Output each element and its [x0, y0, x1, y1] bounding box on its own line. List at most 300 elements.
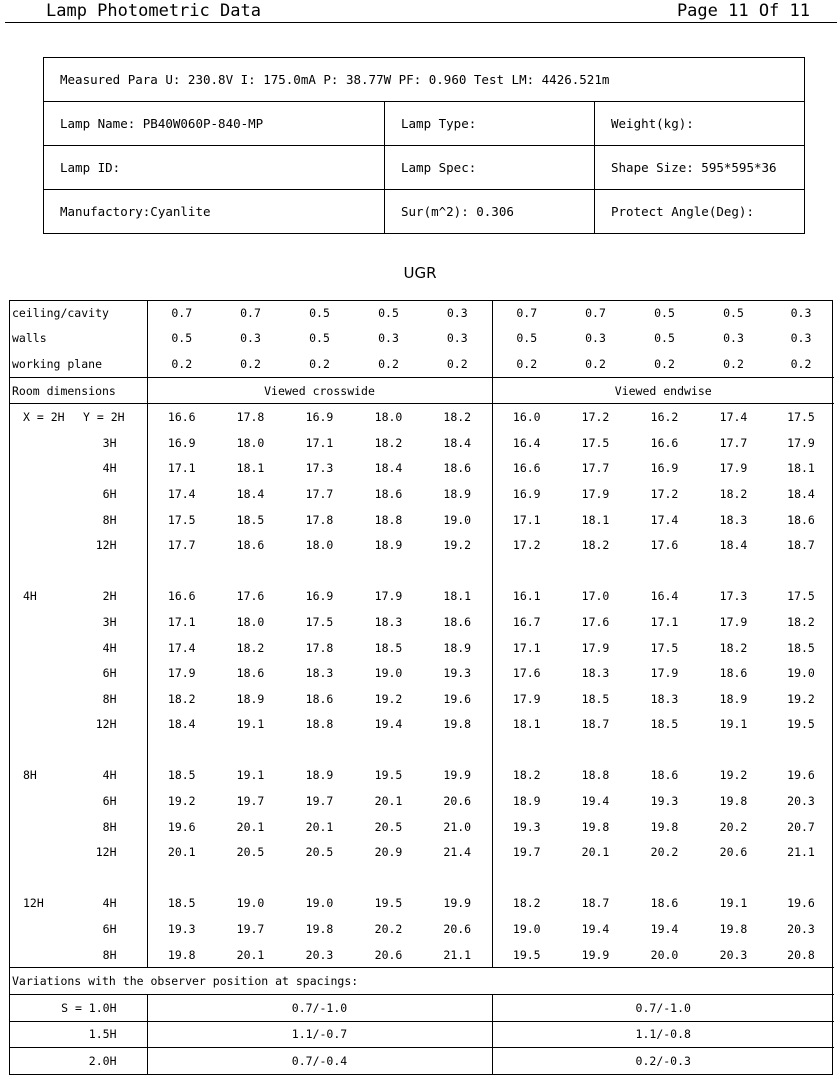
reflectance-value: 0.5 — [378, 305, 399, 320]
spacer-cell — [492, 865, 834, 891]
reflectance-value: 0.2 — [654, 356, 675, 371]
reflectance-value: 0.2 — [378, 356, 399, 371]
y-dimension: 4H — [83, 891, 147, 917]
ugr-value: 19.4 — [374, 717, 403, 732]
ugr-value: 17.9 — [719, 614, 748, 629]
spacer-cell — [9, 865, 147, 891]
ugr-value: 19.6 — [423, 686, 492, 712]
x-dimension: 4H — [23, 589, 37, 604]
ugr-value: 17.6 — [236, 589, 265, 604]
y-dimension: 6H — [83, 481, 147, 507]
reflectance-value: 0.2 — [585, 356, 606, 371]
ugr-value: 19.6 — [167, 819, 196, 834]
lamp-info-table — [43, 57, 805, 234]
reflectance-value: 0.3 — [423, 300, 492, 326]
protect-angle: Protect Angle(Deg): — [595, 190, 805, 234]
ugr-value: 17.3 — [719, 589, 748, 604]
ugr-value: 17.8 — [305, 512, 334, 527]
ugr-value: 17.9 — [374, 589, 403, 604]
reflectance-row — [9, 351, 834, 377]
x-dimension — [9, 609, 83, 635]
ugr-data-row — [9, 532, 834, 558]
lamp-name: Lamp Name: PB40W060P-840-MP — [44, 102, 385, 146]
ugr-value: 17.1 — [167, 461, 196, 476]
ugr-value: 18.4 — [374, 461, 403, 476]
ugr-value: 16.4 — [512, 435, 541, 450]
ugr-data-row — [9, 609, 834, 635]
ugr-value: 21.4 — [423, 839, 492, 865]
ugr-value: 18.3 — [374, 614, 403, 629]
y-dimension: 6H — [83, 660, 147, 686]
reflectance-value: 0.2 — [516, 356, 538, 371]
y-dimension: 2H — [83, 584, 147, 610]
reflectance-value: 0.2 — [240, 356, 261, 371]
ugr-value: 19.2 — [374, 691, 403, 706]
reflectance-value: 0.5 — [516, 331, 538, 346]
ugr-value: 17.6 — [650, 538, 679, 553]
ugr-value: 19.4 — [581, 794, 610, 809]
ugr-data-row — [9, 942, 834, 968]
ugr-value: 19.0 — [423, 507, 492, 533]
y-dimension: 12H — [83, 839, 147, 865]
ugr-value: 19.4 — [581, 922, 610, 937]
ugr-value: 17.3 — [305, 461, 334, 476]
y-dimension: 4H — [83, 635, 147, 661]
ugr-value: 19.0 — [374, 666, 403, 681]
reflectance-value: 0.2 — [423, 351, 492, 377]
ugr-value: 16.9 — [167, 435, 196, 450]
ugr-value: 19.5 — [374, 896, 403, 911]
reflectance-row — [9, 300, 834, 326]
ugr-value: 18.0 — [236, 614, 265, 629]
ugr-value: 18.4 — [423, 430, 492, 456]
y-dimension: Y = 2H — [83, 404, 147, 430]
ugr-value: 20.5 — [374, 819, 403, 834]
ugr-value: 18.3 — [581, 666, 610, 681]
ugr-value: 16.2 — [650, 410, 679, 425]
x-dimension — [9, 507, 83, 533]
ugr-data-row — [9, 839, 834, 865]
ugr-title: UGR — [403, 264, 437, 282]
ugr-value: 18.2 — [581, 538, 610, 553]
x-dimension — [9, 660, 83, 686]
ugr-value: 18.8 — [374, 512, 403, 527]
ugr-value: 19.2 — [787, 691, 815, 706]
room-dimensions-row — [9, 377, 834, 404]
ugr-value: 19.0 — [236, 896, 265, 911]
ugr-value: 18.5 — [787, 640, 815, 655]
ugr-value: 20.1 — [236, 819, 265, 834]
ugr-value: 17.1 — [305, 435, 334, 450]
ugr-value: 17.7 — [719, 435, 748, 450]
crosswise-variation: 1.1/-0.7 — [147, 1021, 492, 1048]
ugr-value: 18.2 — [512, 896, 541, 911]
ugr-value: 19.0 — [787, 666, 815, 681]
y-dimension: 8H — [83, 507, 147, 533]
ugr-value: 18.4 — [719, 538, 748, 553]
ugr-value: 17.9 — [167, 666, 196, 681]
ugr-value: 17.4 — [650, 512, 679, 527]
x-dimension — [9, 532, 83, 558]
ugr-value: 19.5 — [374, 768, 403, 783]
ugr-value: 18.1 — [512, 717, 541, 732]
ugr-value: 20.3 — [787, 794, 815, 809]
ugr-value: 20.2 — [650, 845, 679, 860]
reflectance-value: 0.5 — [654, 331, 675, 346]
ugr-data-row — [9, 891, 834, 917]
ugr-value: 20.1 — [236, 947, 265, 962]
spacer-cell — [147, 865, 492, 891]
ugr-value: 18.6 — [305, 691, 334, 706]
ugr-value: 18.5 — [236, 512, 265, 527]
lamp-id: Lamp ID: — [44, 146, 385, 190]
ugr-value: 19.7 — [236, 794, 265, 809]
ugr-value: 20.6 — [719, 845, 748, 860]
reflectance-value: 0.2 — [309, 356, 330, 371]
ugr-value: 19.6 — [787, 768, 815, 783]
ugr-value: 18.3 — [719, 512, 748, 527]
ugr-value: 18.0 — [374, 410, 403, 425]
endwise-variation: 0.7/-1.0 — [635, 1000, 691, 1015]
ugr-value: 19.7 — [305, 794, 334, 809]
page-header — [0, 0, 840, 22]
spacer-cell — [9, 558, 147, 584]
ugr-value: 18.6 — [423, 609, 492, 635]
spacer-cell — [492, 737, 834, 763]
reflectance-value: 0.7 — [516, 305, 538, 320]
ugr-value: 18.2 — [512, 768, 541, 783]
ugr-value: 19.3 — [512, 819, 541, 834]
x-dimension — [9, 788, 83, 814]
endwise-variation: 0.2/-0.3 — [492, 1048, 834, 1074]
ugr-value: 18.2 — [374, 435, 403, 450]
ugr-value: 16.9 — [512, 486, 541, 501]
x-dimension — [9, 481, 83, 507]
ugr-value: 18.9 — [512, 794, 541, 809]
x-dimension — [9, 686, 83, 712]
ugr-value: 18.9 — [236, 691, 265, 706]
ugr-value: 19.7 — [236, 922, 265, 937]
ugr-value: 19.8 — [719, 794, 748, 809]
x-dimension — [9, 942, 83, 968]
ugr-value: 17.5 — [787, 410, 815, 425]
ugr-data-row — [9, 635, 834, 661]
ugr-value: 18.9 — [423, 481, 492, 507]
ugr-data-row — [9, 404, 834, 430]
ugr-value: 19.8 — [167, 947, 196, 962]
ugr-value: 20.0 — [650, 947, 679, 962]
reflectance-value: 0.2 — [171, 356, 193, 371]
y-dimension: 3H — [83, 609, 147, 635]
ugr-value: 17.9 — [787, 435, 815, 450]
ugr-value: 16.9 — [305, 410, 334, 425]
ugr-data-row — [9, 916, 834, 942]
reflectance-value: 0.5 — [654, 305, 675, 320]
reflectance-label: working plane — [9, 351, 147, 377]
ugr-value: 19.2 — [423, 532, 492, 558]
ugr-value: 18.5 — [581, 691, 610, 706]
ugr-data-row — [9, 712, 834, 738]
ugr-value: 18.7 — [581, 717, 610, 732]
ugr-value: 17.1 — [650, 614, 679, 629]
ugr-value: 16.6 — [167, 410, 196, 425]
ugr-value: 18.5 — [167, 768, 196, 783]
reflectance-value: 0.7 — [240, 305, 261, 320]
reflectance-value: 0.5 — [171, 331, 193, 346]
variation-row — [9, 1048, 834, 1074]
spacing-value: S = 1.0H — [9, 995, 147, 1022]
page-number: Page 11 Of 11 — [676, 1, 810, 21]
ugr-value: 17.2 — [581, 410, 610, 425]
crosswise-variation: 0.7/-1.0 — [147, 995, 492, 1022]
x-dimension — [9, 712, 83, 738]
ugr-value: 18.3 — [305, 666, 334, 681]
reflectance-value: 0.3 — [240, 331, 261, 346]
lamp-spec: Lamp Spec: — [385, 146, 595, 190]
x-dimension — [9, 814, 83, 840]
ugr-value: 16.7 — [512, 614, 541, 629]
ugr-value: 17.7 — [305, 486, 334, 501]
ugr-value: 16.6 — [512, 461, 541, 476]
variation-row — [9, 995, 834, 1022]
ugr-value: 18.1 — [423, 584, 492, 610]
ugr-data-row — [9, 763, 834, 789]
ugr-value: 19.1 — [236, 717, 265, 732]
reflectance-row — [9, 326, 834, 352]
spacing-value: 2.0H — [9, 1048, 147, 1074]
ugr-value: 18.4 — [167, 717, 196, 732]
ugr-value: 17.5 — [787, 589, 815, 604]
ugr-value: 18.9 — [374, 538, 403, 553]
x-dimension: 12H — [23, 896, 44, 911]
ugr-value: 19.0 — [305, 896, 334, 911]
ugr-value: 18.6 — [787, 512, 815, 527]
reflectance-value: 0.5 — [309, 305, 330, 320]
crosswise-label: Viewed crosswide — [147, 377, 492, 404]
ugr-value: 18.6 — [236, 666, 265, 681]
ugr-value: 19.3 — [650, 794, 679, 809]
document-title: Lamp Photometric Data — [46, 1, 261, 21]
ugr-data-row — [9, 481, 834, 507]
ugr-value: 18.5 — [374, 640, 403, 655]
reflectance-value: 0.5 — [309, 331, 330, 346]
ugr-table — [9, 300, 834, 1074]
y-dimension: 12H — [83, 532, 147, 558]
ugr-value: 20.7 — [787, 819, 815, 834]
group-spacer — [9, 865, 834, 891]
crosswise-variation: 0.7/-0.4 — [147, 1048, 492, 1074]
surface-area: Sur(m^2): 0.306 — [385, 190, 595, 234]
spacing-value: 1.5H — [9, 1021, 147, 1048]
ugr-value: 16.6 — [650, 435, 679, 450]
ugr-value: 17.9 — [650, 666, 679, 681]
ugr-value: 17.4 — [167, 640, 196, 655]
y-dimension: 4H — [83, 456, 147, 482]
ugr-value: 18.7 — [581, 896, 610, 911]
manufactory: Manufactory:Cyanlite — [44, 190, 385, 234]
ugr-value: 19.8 — [423, 712, 492, 738]
ugr-value: 17.5 — [167, 512, 196, 527]
reflectance-value: 0.2 — [723, 356, 744, 371]
ugr-value: 19.5 — [512, 947, 541, 962]
y-dimension: 3H — [83, 430, 147, 456]
spacer-cell — [147, 558, 492, 584]
ugr-value: 18.2 — [787, 614, 815, 629]
ugr-data-row — [9, 814, 834, 840]
ugr-value: 17.6 — [581, 614, 610, 629]
ugr-value: 18.1 — [787, 461, 815, 476]
ugr-value: 18.2 — [236, 640, 265, 655]
ugr-value: 17.9 — [512, 691, 541, 706]
ugr-value: 18.0 — [236, 435, 265, 450]
ugr-value: 18.9 — [719, 691, 748, 706]
ugr-value: 18.2 — [719, 486, 748, 501]
x-dimension: 8H — [23, 768, 37, 783]
y-dimension: 8H — [83, 686, 147, 712]
ugr-value: 18.2 — [719, 640, 748, 655]
header-rule — [5, 22, 837, 23]
ugr-value: 20.5 — [236, 845, 265, 860]
reflectance-value: 0.7 — [171, 305, 193, 320]
x-dimension: X = 2H — [23, 410, 65, 425]
x-dimension — [9, 456, 83, 482]
ugr-value: 20.2 — [374, 922, 403, 937]
ugr-value: 17.5 — [581, 435, 610, 450]
ugr-value: 17.2 — [650, 486, 679, 501]
ugr-value: 18.9 — [423, 635, 492, 661]
reflectance-value: 0.3 — [723, 331, 744, 346]
ugr-value: 19.3 — [167, 922, 196, 937]
ugr-value: 20.1 — [305, 819, 334, 834]
ugr-value: 17.6 — [512, 666, 541, 681]
ugr-value: 20.3 — [305, 947, 334, 962]
ugr-value: 19.7 — [512, 845, 541, 860]
reflectance-value: 0.2 — [790, 356, 812, 371]
ugr-value: 21.1 — [787, 845, 815, 860]
ugr-value: 17.4 — [167, 486, 196, 501]
ugr-value: 17.1 — [512, 640, 541, 655]
reflectance-label: walls — [9, 326, 147, 352]
ugr-value: 16.9 — [305, 589, 334, 604]
ugr-value: 19.1 — [236, 768, 265, 783]
endwise-label: Viewed endwise — [492, 377, 834, 404]
shape-size: Shape Size: 595*595*36 — [595, 146, 805, 190]
variations-label-row — [9, 968, 834, 995]
ugr-value: 19.8 — [305, 922, 334, 937]
ugr-value: 19.9 — [581, 947, 610, 962]
ugr-value: 17.5 — [305, 614, 334, 629]
ugr-value: 18.6 — [374, 486, 403, 501]
ugr-value: 19.5 — [787, 717, 815, 732]
ugr-value: 19.1 — [719, 717, 748, 732]
ugr-value: 19.6 — [787, 896, 815, 911]
y-dimension: 8H — [83, 814, 147, 840]
reflectance-value: 0.3 — [423, 326, 492, 352]
ugr-value: 18.9 — [305, 768, 334, 783]
ugr-value: 18.6 — [650, 768, 679, 783]
ugr-value: 18.6 — [236, 538, 265, 553]
ugr-value: 18.3 — [650, 691, 679, 706]
ugr-value: 18.8 — [581, 768, 610, 783]
group-spacer — [9, 737, 834, 763]
ugr-value: 18.5 — [167, 896, 196, 911]
variations-label: Variations with the observer position at spacings: — [9, 968, 834, 995]
ugr-value: 17.1 — [167, 614, 196, 629]
room-dimensions-label: Room dimensions — [9, 377, 147, 404]
ugr-data-row — [9, 686, 834, 712]
ugr-value: 17.9 — [719, 461, 748, 476]
ugr-value: 18.6 — [719, 666, 748, 681]
y-dimension: 6H — [83, 788, 147, 814]
ugr-value: 19.9 — [423, 891, 492, 917]
reflectance-value: 0.7 — [585, 305, 606, 320]
ugr-value: 17.2 — [512, 538, 541, 553]
ugr-value: 16.0 — [512, 410, 541, 425]
ugr-value: 20.6 — [423, 788, 492, 814]
ugr-value: 20.9 — [374, 845, 403, 860]
ugr-value: 18.1 — [236, 461, 265, 476]
ugr-value: 17.9 — [581, 640, 610, 655]
ugr-value: 19.2 — [167, 794, 196, 809]
ugr-value: 18.6 — [423, 456, 492, 482]
ugr-value: 20.3 — [787, 922, 815, 937]
spacer-cell — [9, 737, 147, 763]
ugr-value: 19.1 — [719, 896, 748, 911]
x-dimension — [9, 839, 83, 865]
ugr-data-row — [9, 788, 834, 814]
ugr-value: 18.2 — [167, 691, 196, 706]
ugr-value: 17.4 — [719, 410, 748, 425]
ugr-value: 17.1 — [512, 512, 541, 527]
variation-row — [9, 1021, 834, 1048]
x-dimension — [9, 430, 83, 456]
ugr-data-row — [9, 456, 834, 482]
reflectance-value: 0.3 — [790, 305, 812, 320]
ugr-value: 20.6 — [374, 947, 403, 962]
ugr-value: 20.8 — [787, 947, 815, 962]
x-dimension — [9, 635, 83, 661]
reflectance-value: 0.3 — [378, 331, 399, 346]
ugr-value: 20.1 — [167, 845, 196, 860]
ugr-data-row — [9, 507, 834, 533]
spacer-cell — [147, 737, 492, 763]
ugr-value: 19.4 — [650, 922, 679, 937]
ugr-value: 20.1 — [581, 845, 610, 860]
ugr-value: 20.5 — [305, 845, 334, 860]
ugr-value: 17.0 — [581, 589, 610, 604]
ugr-value: 17.9 — [581, 486, 610, 501]
ugr-value: 18.6 — [650, 896, 679, 911]
reflectance-value: 0.3 — [790, 331, 812, 346]
ugr-value: 18.7 — [787, 538, 815, 553]
ugr-value: 16.6 — [167, 589, 196, 604]
ugr-value: 20.6 — [423, 916, 492, 942]
lamp-weight: Weight(kg): — [595, 102, 805, 146]
y-dimension: 8H — [83, 942, 147, 968]
spacer-cell — [492, 558, 834, 584]
ugr-value: 18.4 — [787, 486, 815, 501]
ugr-value: 19.8 — [719, 922, 748, 937]
ugr-value: 18.4 — [236, 486, 265, 501]
ugr-value: 16.1 — [512, 589, 541, 604]
ugr-value: 17.5 — [650, 640, 679, 655]
ugr-value: 18.0 — [305, 538, 334, 553]
group-spacer — [9, 558, 834, 584]
ugr-value: 17.8 — [305, 640, 334, 655]
ugr-data-row — [9, 660, 834, 686]
ugr-value: 21.0 — [423, 814, 492, 840]
ugr-value: 21.1 — [423, 942, 492, 968]
